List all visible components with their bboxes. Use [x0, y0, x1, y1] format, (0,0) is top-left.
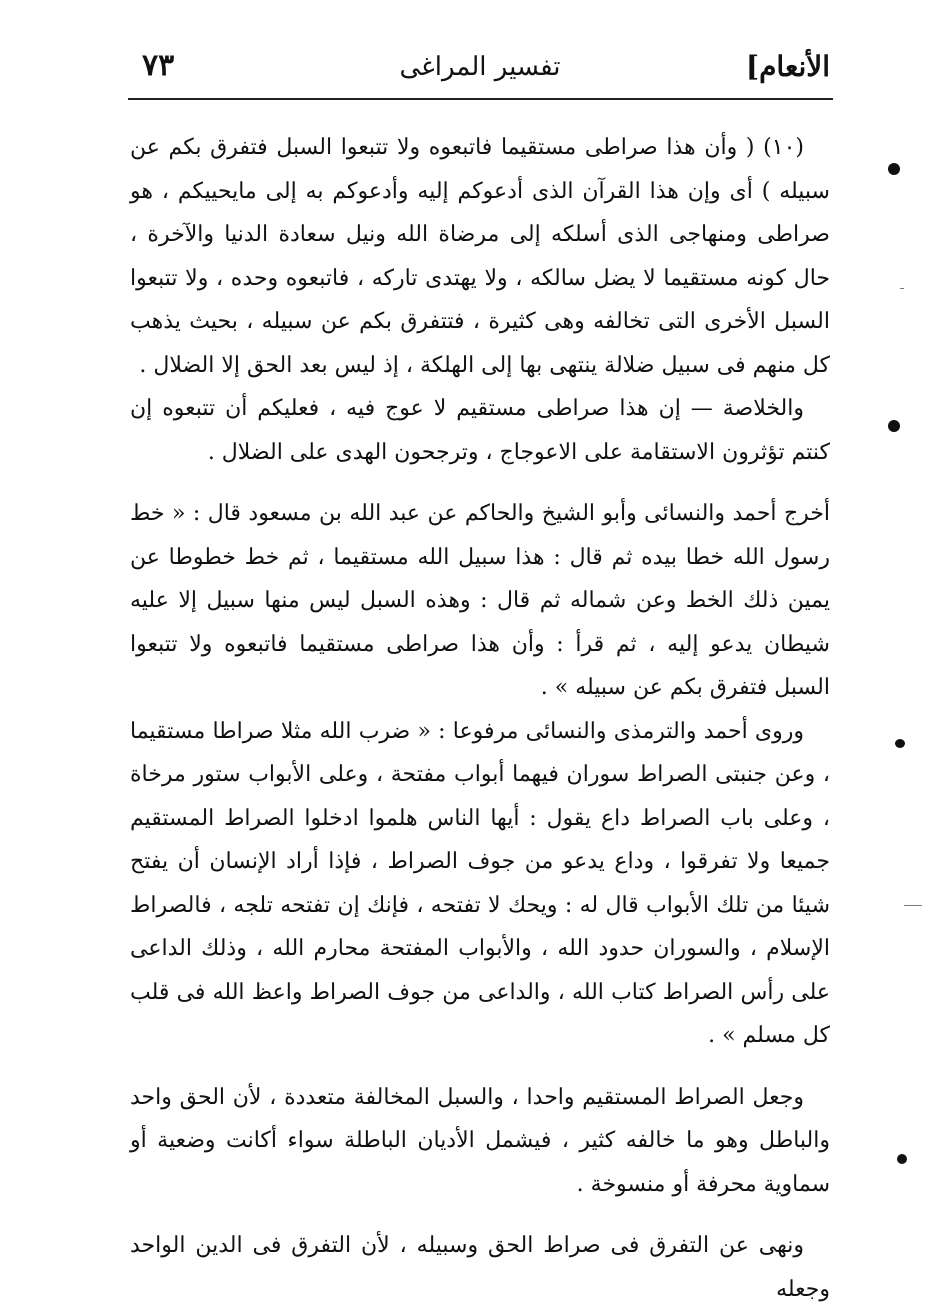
paragraph-hadith-ibn-masud: أخرج أحمد والنسائى وأبو الشيخ والحاكم عن عبد الله بن مسعود قال : « خط رسول الله خطا بيده ثم قال : هذا سبيل الله مستقيما ، ثم خط خطوطا عن يمين ذلك الخط وعن شماله ثم قال : وهذه السبل ليس منها سبيل إلا عليه شيطان يدعو إليه ، ثم قرأ : وأن هذا صراطى مستقيما فاتبعوه ولا تتبعوا السبل فتفرق بكم عن سبيله » .: [130, 501, 830, 700]
paragraph-hadith-sirat: وروى أحمد والترمذى والنسائى مرفوعا : « ضرب الله مثلا صراطا مستقيما ، وعن جنبتى الصراط سوران فيهما أبواب مفتحة ، وعلى الأبواب ستور مرخاة ، وعلى باب الصراط داع يقول : أيها الناس هلموا ادخلوا الصراط المستقيم جميعا ولا تفرقوا ، وداع يدعو من جوف الصراط ، فإذا أراد الإنسان أن يفتح شيئا من تلك الأبواب قال له : ويحك لا تفتحه ، فإنك إن تفتحه تلجه ، فالصراط الإسلام ، والسوران حدود الله ، والأبواب المفتحة محارم الله ، وذلك الداعى على رأس الصراط كتاب الله ، والداعى من جوف الصراط واعظ الله فى قلب كل مسلم » .: [130, 718, 830, 1048]
scan-speck: [897, 1154, 907, 1164]
book-title: تفسير المراغى: [399, 52, 561, 82]
page-body: [130, 126, 830, 1311]
paragraph-single-path: وجعل الصراط المستقيم واحدا ، والسبل المخالفة متعددة ، لأن الحق واحد والباطل وهو ما خالفه كثير ، فيشمل الأديان الباطلة سواء أكانت وضعية أو سماوية محرفة أو منسوخة .: [130, 1084, 830, 1197]
scan-speck: [895, 739, 905, 748]
header-rule: [128, 98, 833, 100]
chapter-title: الأنعام]: [745, 50, 830, 83]
scan-speck: [900, 288, 904, 289]
paragraph-summary: والخلاصة — إن هذا صراطى مستقيم لا عوج فيه ، فعليكم أن تتبعوه إن كنتم تؤثرون الاستقامة على الاعوجاج ، وترجحون الهدى على الضلال .: [130, 396, 830, 465]
running-header: [130, 44, 830, 96]
page-number: ٧٣: [142, 48, 175, 83]
scan-speck: [904, 905, 922, 906]
scan-speck: [888, 420, 900, 432]
paragraph-division: ونهى عن التفرق فى صراط الحق وسبيله ، لأن التفرق فى الدين الواحد وجعله: [130, 1233, 830, 1302]
scan-speck: [888, 163, 900, 175]
paragraph-verse-commentary: (١٠) ( وأن هذا صراطى مستقيما فاتبعوه ولا تتبعوا السبل فتفرق بكم عن سبيله ) أى وإن هذا القرآن الذى أدعوكم إليه وأدعوكم به إلى مايحييكم ، هو صراطى ومنهاجى الذى أسلكه إلى مرضاة الله ونيل سعادة الدنيا والآخرة ، حال كونه مستقيما لا يضل سالكه ، ولا يهتدى تاركه ، فاتبعوه وحده ، ولا تتبعوا السبل الأخرى التى تخالفه وهى كثيرة ، فتتفرق بكم عن سبيله ، بحيث يذهب كل منهم فى سبيل ضلالة ينتهى بها إلى الهلكة ، إذ ليس بعد الحق إلا الضلال .: [130, 135, 830, 378]
